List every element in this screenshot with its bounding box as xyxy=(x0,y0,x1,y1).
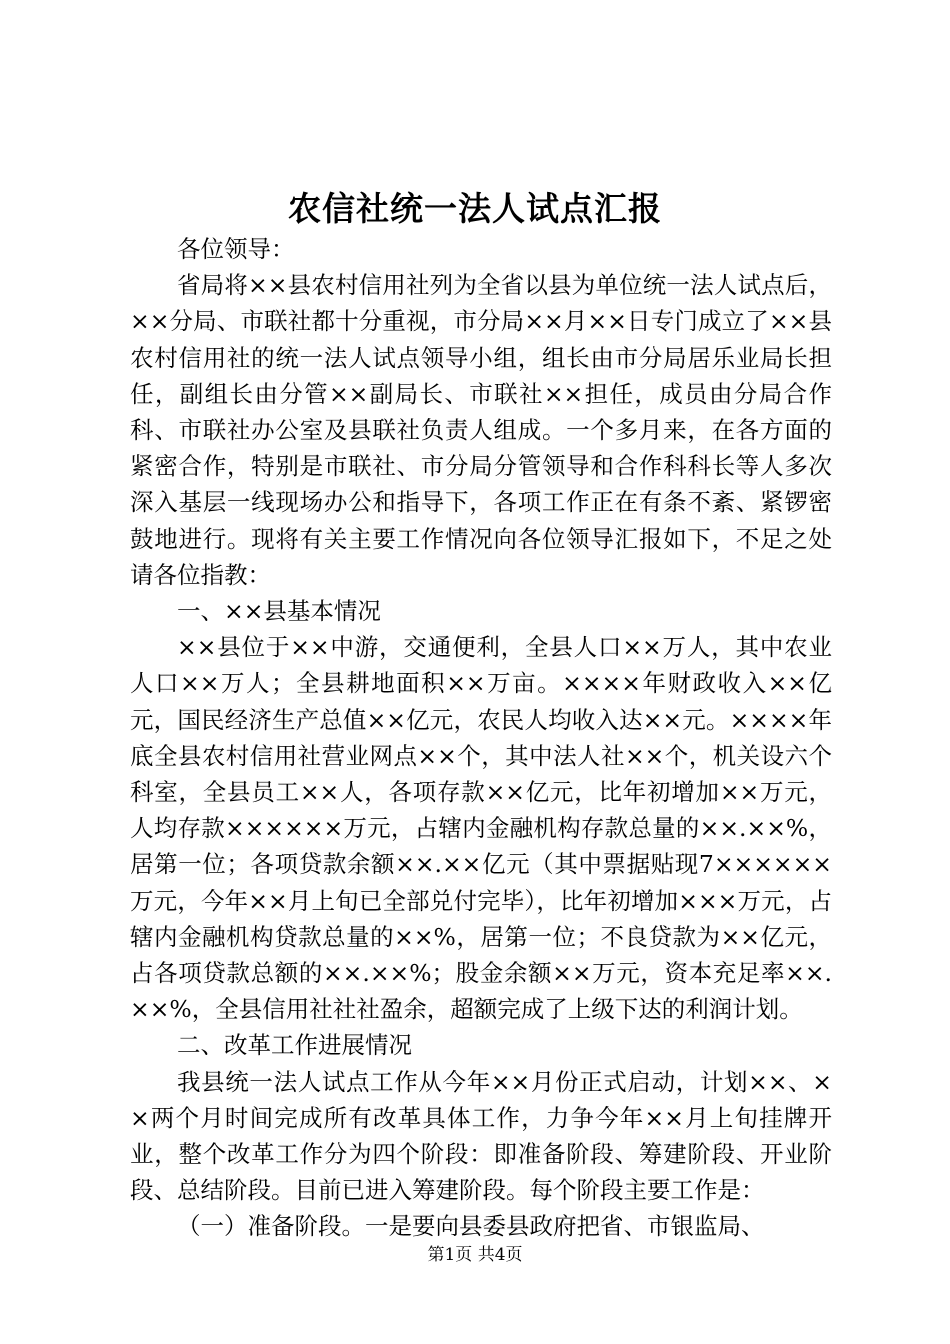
paragraph-intro: 省局将××县农村信用社列为全省以县为单位统一法人试点后，××分局、市联社都十分重视，市分局××月××日专门成立了××县农村信用社的统一法人试点领导小组，组长由市分局居乐业局长担任，副组长由分管××副局长、市联社××担任，成员由分局合作科、市联社办公室及县联社负责人组成。一个多月来，在各方面的紧密合作，特别是市联社、市分局分管领导和合作科科长等人多次深入基层一线现场办公和指导下，各项工作正在有条不紊、紧锣密鼓地进行。现将有关主要工作情况向各位领导汇报如下，不足之处请各位指教： xyxy=(130,271,832,589)
paragraph-progress: 我县统一法人试点工作从今年××月份正式启动，计划××、××两个月时间完成所有改革具体工作，力争今年××月上旬挂牌开业，整个改革工作分为四个阶段：即准备阶段、筹建阶段、开业阶段、总结阶段。目前已进入筹建阶段。每个阶段主要工作是： xyxy=(130,1067,832,1205)
document-body xyxy=(130,231,832,1245)
page-footer: 第1页 共4页 xyxy=(427,1245,523,1265)
section-heading-2: 二、改革工作进展情况 xyxy=(177,1031,412,1060)
paragraph-stage-1: （一）准备阶段。一是要向县委县政府把省、市银监局、 xyxy=(177,1212,765,1241)
salutation: 各位领导： xyxy=(177,235,295,263)
section-heading-1: 一、××县基本情况 xyxy=(177,597,381,626)
paragraph-basic-info: ××县位于××中游，交通便利，全县人口××万人，其中农业人口××万人；全县耕地面积××万亩。××××年财政收入××亿元，国民经济生产总值××亿元，农民人均收入达××元。××××年底全县农村信用社营业网点××个，其中法人社××个，机关设六个科室，全县员工××人，各项存款××亿元，比年初增加××万元，人均存款××××××万元，占辖内金融机构存款总量的××.××%，居第一位；各项贷款余额××.××亿元（其中票据贴现7××××××万元，今年××月上旬已全部兑付完毕），比年初增加×××万元，占辖内金融机构贷款总量的××%，居第一位；不良贷款为××亿元，占各项贷款总额的××.××%；股金余额××万元，资本充足率××.××%，全县信用社社社盈余，超额完成了上级下达的利润计划。 xyxy=(130,633,832,1024)
document-title: 农信社统一法人试点汇报 xyxy=(288,189,662,228)
